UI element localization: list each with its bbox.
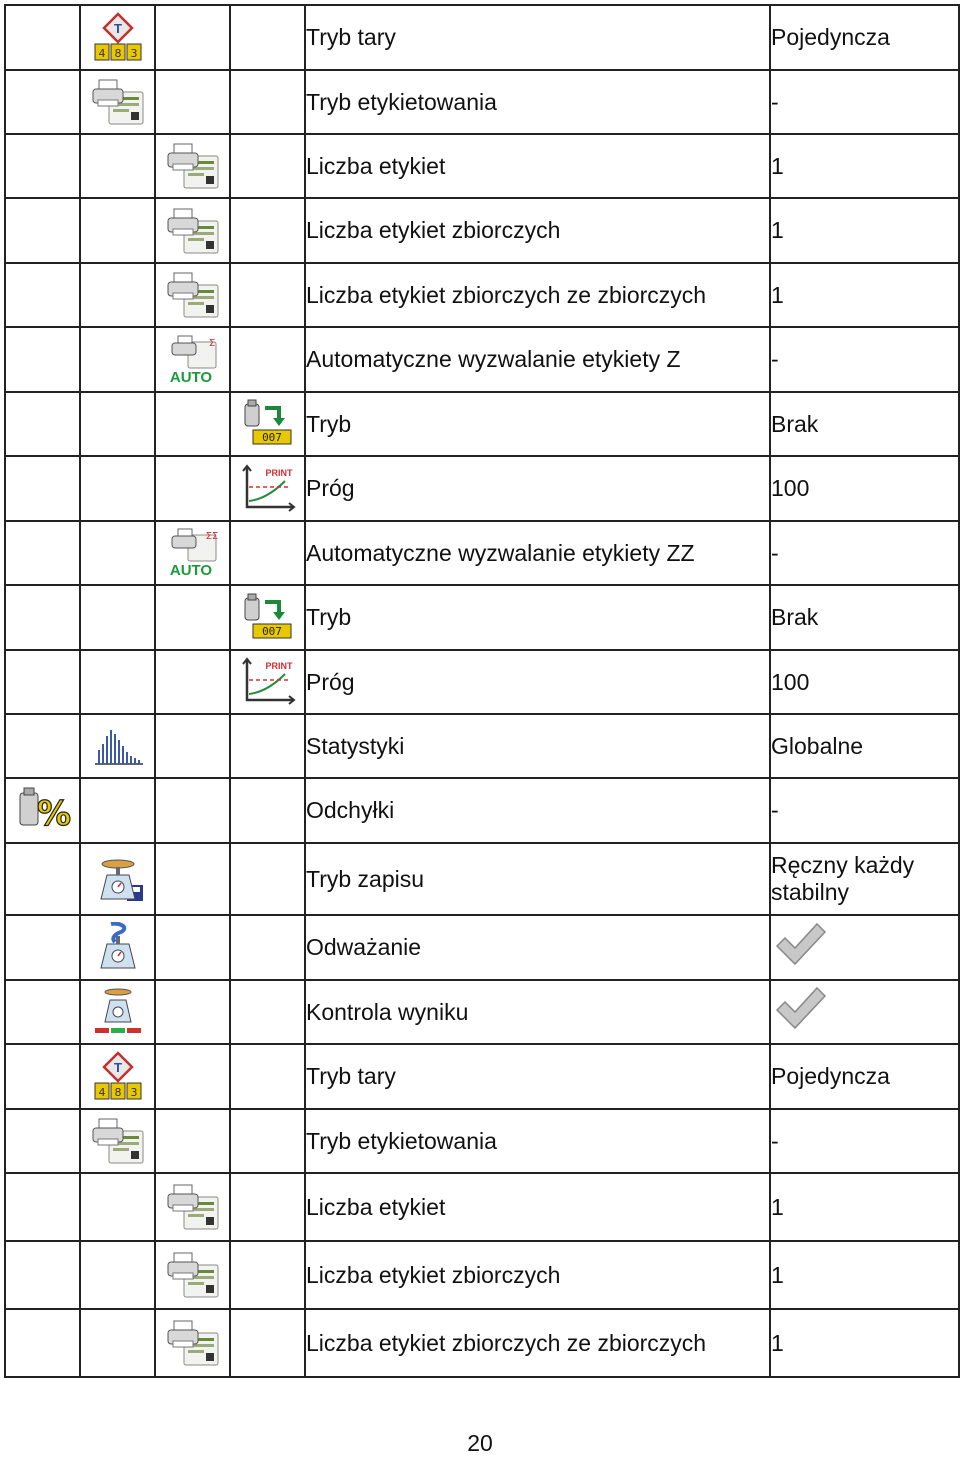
icon-cell xyxy=(80,1241,155,1309)
table-row xyxy=(5,1109,959,1173)
icon-cell xyxy=(230,456,305,521)
icon-cell xyxy=(80,714,155,778)
icon-cell xyxy=(5,843,80,915)
auto-label-zz-icon xyxy=(164,527,222,579)
svg-text:4: 4 xyxy=(98,1085,105,1099)
setting-label: Kontrola wyniku xyxy=(305,980,770,1044)
icon-cell xyxy=(5,198,80,263)
setting-label: Liczba etykiet xyxy=(305,1173,770,1241)
setting-label: Tryb xyxy=(305,392,770,456)
icon-cell xyxy=(155,778,230,843)
setting-label: Statystyki xyxy=(305,714,770,778)
setting-label: Tryb tary xyxy=(305,1044,770,1109)
icon-cell xyxy=(5,778,80,843)
icon-cell xyxy=(80,1109,155,1173)
icon-cell xyxy=(5,327,80,392)
icon-cell xyxy=(5,1109,80,1173)
svg-text:T: T xyxy=(113,1059,122,1075)
setting-value: - xyxy=(770,70,959,134)
table-row xyxy=(5,198,959,263)
icon-cell xyxy=(155,1309,230,1377)
icon-cell xyxy=(80,980,155,1044)
deviations-icon xyxy=(14,785,72,837)
setting-label: Odchyłki xyxy=(305,778,770,843)
setting-label: Tryb zapisu xyxy=(305,843,770,915)
icon-cell xyxy=(155,1241,230,1309)
icon-cell xyxy=(80,778,155,843)
label-printer-icon xyxy=(89,76,147,128)
setting-value: 1 xyxy=(770,198,959,263)
icon-cell xyxy=(155,456,230,521)
setting-value xyxy=(770,915,959,980)
checkmark-icon xyxy=(771,922,829,974)
icon-cell xyxy=(155,915,230,980)
setting-label: Próg xyxy=(305,456,770,521)
icon-cell xyxy=(5,1173,80,1241)
tare-mode-icon xyxy=(89,1051,147,1103)
checkmark-icon xyxy=(771,986,829,1038)
setting-label: Odważanie xyxy=(305,915,770,980)
setting-value: - xyxy=(770,1109,959,1173)
icon-cell xyxy=(80,70,155,134)
icon-cell xyxy=(230,392,305,456)
table-row xyxy=(5,1309,959,1377)
setting-label: Liczba etykiet xyxy=(305,134,770,198)
setting-value xyxy=(770,980,959,1044)
tare-mode-icon xyxy=(89,12,147,64)
icon-cell xyxy=(155,70,230,134)
table-row xyxy=(5,650,959,714)
icon-cell xyxy=(230,1173,305,1241)
icon-cell xyxy=(155,327,230,392)
setting-label: Liczba etykiet zbiorczych ze zbiorczych xyxy=(305,1309,770,1377)
table-row xyxy=(5,843,959,915)
table-row xyxy=(5,1241,959,1309)
table-row xyxy=(5,456,959,521)
setting-value: - xyxy=(770,327,959,392)
icon-cell xyxy=(230,915,305,980)
icon-cell xyxy=(80,843,155,915)
label-printer-icon xyxy=(164,1317,222,1369)
label-printer-icon xyxy=(164,140,222,192)
setting-value: 1 xyxy=(770,1241,959,1309)
icon-cell xyxy=(155,198,230,263)
dosing-icon xyxy=(89,922,147,974)
icon-cell xyxy=(230,650,305,714)
icon-cell xyxy=(230,1241,305,1309)
table-row xyxy=(5,392,959,456)
setting-value: Ręczny każdy stabilny xyxy=(770,843,959,915)
auto-label-z-icon xyxy=(164,334,222,386)
label-printer-icon xyxy=(89,1115,147,1167)
label-printer-icon xyxy=(164,205,222,257)
icon-cell xyxy=(230,134,305,198)
icon-cell xyxy=(155,1109,230,1173)
setting-label: Automatyczne wyzwalanie etykiety Z xyxy=(305,327,770,392)
icon-cell xyxy=(5,714,80,778)
settings-table-body xyxy=(5,5,959,1377)
icon-cell xyxy=(155,980,230,1044)
icon-cell xyxy=(230,714,305,778)
save-mode-icon xyxy=(89,853,147,905)
icon-cell xyxy=(230,1109,305,1173)
icon-cell xyxy=(80,134,155,198)
icon-cell xyxy=(80,585,155,650)
icon-cell xyxy=(155,843,230,915)
table-row xyxy=(5,134,959,198)
setting-value: 1 xyxy=(770,1309,959,1377)
icon-cell xyxy=(230,980,305,1044)
table-row xyxy=(5,915,959,980)
icon-cell xyxy=(155,392,230,456)
table-row xyxy=(5,263,959,327)
svg-text:4: 4 xyxy=(98,46,105,60)
table-row xyxy=(5,327,959,392)
svg-text:8: 8 xyxy=(114,46,121,60)
svg-text:3: 3 xyxy=(130,46,137,60)
setting-value: Brak xyxy=(770,585,959,650)
setting-value: 1 xyxy=(770,134,959,198)
svg-text:PRINT: PRINT xyxy=(265,467,292,478)
icon-cell xyxy=(155,521,230,585)
icon-cell xyxy=(230,843,305,915)
icon-cell xyxy=(5,1044,80,1109)
icon-cell xyxy=(80,5,155,70)
icon-cell xyxy=(80,915,155,980)
table-row xyxy=(5,980,959,1044)
svg-text:007: 007 xyxy=(261,431,282,444)
setting-value: 1 xyxy=(770,263,959,327)
label-printer-icon xyxy=(164,269,222,321)
svg-text:Σ: Σ xyxy=(208,337,215,349)
table-row xyxy=(5,778,959,843)
icon-cell xyxy=(5,263,80,327)
setting-label: Liczba etykiet zbiorczych ze zbiorczych xyxy=(305,263,770,327)
setting-value: - xyxy=(770,778,959,843)
statistics-icon xyxy=(89,720,147,772)
setting-value: 100 xyxy=(770,456,959,521)
svg-text:T: T xyxy=(113,20,122,36)
settings-table xyxy=(4,4,960,1378)
icon-cell xyxy=(230,778,305,843)
weight-mode-icon xyxy=(239,398,297,450)
setting-label: Liczba etykiet zbiorczych xyxy=(305,198,770,263)
setting-label: Tryb xyxy=(305,585,770,650)
weight-mode-icon xyxy=(239,592,297,644)
svg-text:007: 007 xyxy=(261,624,282,638)
table-row xyxy=(5,585,959,650)
icon-cell xyxy=(5,1241,80,1309)
icon-cell xyxy=(80,521,155,585)
svg-text:PRINT: PRINT xyxy=(265,661,292,671)
icon-cell xyxy=(155,585,230,650)
setting-value: Pojedyncza xyxy=(770,1044,959,1109)
icon-cell xyxy=(230,5,305,70)
label-printer-icon xyxy=(164,1249,222,1301)
icon-cell xyxy=(80,1173,155,1241)
svg-text:ΣΣ: ΣΣ xyxy=(205,531,218,542)
setting-value: - xyxy=(770,521,959,585)
icon-cell xyxy=(155,263,230,327)
icon-cell xyxy=(155,5,230,70)
table-row xyxy=(5,521,959,585)
icon-cell xyxy=(155,714,230,778)
table-row xyxy=(5,1173,959,1241)
icon-cell xyxy=(5,915,80,980)
icon-cell xyxy=(5,456,80,521)
icon-cell xyxy=(80,1044,155,1109)
setting-label: Tryb etykietowania xyxy=(305,1109,770,1173)
setting-label: Tryb etykietowania xyxy=(305,70,770,134)
icon-cell xyxy=(230,263,305,327)
icon-cell xyxy=(155,650,230,714)
icon-cell xyxy=(5,70,80,134)
setting-label: Automatyczne wyzwalanie etykiety ZZ xyxy=(305,521,770,585)
icon-cell xyxy=(5,980,80,1044)
result-control-icon xyxy=(89,986,147,1038)
icon-cell xyxy=(80,263,155,327)
setting-value: Globalne xyxy=(770,714,959,778)
icon-cell xyxy=(80,456,155,521)
table-row xyxy=(5,714,959,778)
icon-cell xyxy=(80,327,155,392)
icon-cell xyxy=(80,1309,155,1377)
icon-cell xyxy=(230,327,305,392)
icon-cell xyxy=(230,521,305,585)
icon-cell xyxy=(230,1044,305,1109)
icon-cell xyxy=(5,5,80,70)
svg-text:3: 3 xyxy=(130,1085,137,1099)
setting-value: Brak xyxy=(770,392,959,456)
icon-cell xyxy=(5,392,80,456)
page-number: 20 xyxy=(467,1430,493,1456)
icon-cell xyxy=(155,134,230,198)
icon-cell xyxy=(80,392,155,456)
svg-text:AUTO: AUTO xyxy=(169,562,212,579)
svg-text:AUTO: AUTO xyxy=(169,368,212,386)
setting-value: 100 xyxy=(770,650,959,714)
icon-cell xyxy=(230,70,305,134)
setting-label: Próg xyxy=(305,650,770,714)
label-printer-icon xyxy=(164,1181,222,1233)
icon-cell xyxy=(80,198,155,263)
setting-value: 1 xyxy=(770,1173,959,1241)
icon-cell xyxy=(5,521,80,585)
icon-cell xyxy=(230,1309,305,1377)
icon-cell xyxy=(230,198,305,263)
setting-label: Tryb tary xyxy=(305,5,770,70)
table-row xyxy=(5,70,959,134)
icon-cell xyxy=(155,1173,230,1241)
svg-text:8: 8 xyxy=(114,1085,121,1099)
table-row xyxy=(5,5,959,70)
icon-cell xyxy=(5,134,80,198)
icon-cell xyxy=(5,1309,80,1377)
icon-cell xyxy=(230,585,305,650)
print-threshold-icon xyxy=(239,463,297,515)
icon-cell xyxy=(80,650,155,714)
icon-cell xyxy=(5,585,80,650)
icon-cell xyxy=(155,1044,230,1109)
setting-label: Liczba etykiet zbiorczych xyxy=(305,1241,770,1309)
svg-text:%: % xyxy=(36,793,71,834)
icon-cell xyxy=(5,650,80,714)
setting-value: Pojedyncza xyxy=(770,5,959,70)
print-threshold-icon xyxy=(239,656,297,708)
table-row xyxy=(5,1044,959,1109)
